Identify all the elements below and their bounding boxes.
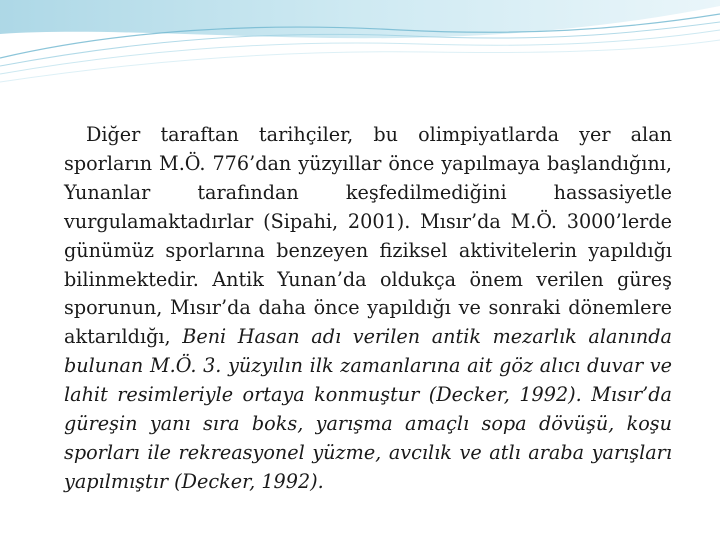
wave-line-4 — [0, 40, 720, 82]
paragraph-italic-text: Beni Hasan adı verilen antik mezarlık alanında bulunan M.Ö. 3. yüzyılın ilk zamanlarına ait göz alıcı duvar ve lahit resimleriyle ortaya konmuştur (Decker, 1992). Mısır’da güreşin yanı sıra boks, yarışma amaçlı sopa dövüşü, koşu sporları ile rekreasyonel yüzme, avcılık ve atlı araba yarışları yapılmıştır (Decker, 1992). — [64, 325, 672, 493]
decorative-wave-header — [0, 0, 720, 110]
paragraph-regular-text: Diğer taraftan tarihçiler, bu olimpiyatlarda yer alan sporların M.Ö. 776’dan yüzyıllar önce yapılmaya başlandığını, Yunanlar tarafından keşfedilmediğini hassasiyetle vurgulamaktadırlar (Sipahi, 2001). Mısır’da M.Ö. 3000’lerde günümüz sporlarına benzeyen fiziksel aktivitelerin yapıldığı bilinmektedir. Antik Yunan’da oldukça önem verilen güreş sporunun, Mısır’da daha önce yapıldığı ve sonraki dönemlere aktarıldığı, — [64, 123, 672, 349]
body-paragraph — [64, 121, 672, 497]
wave-band-top — [0, 0, 720, 38]
